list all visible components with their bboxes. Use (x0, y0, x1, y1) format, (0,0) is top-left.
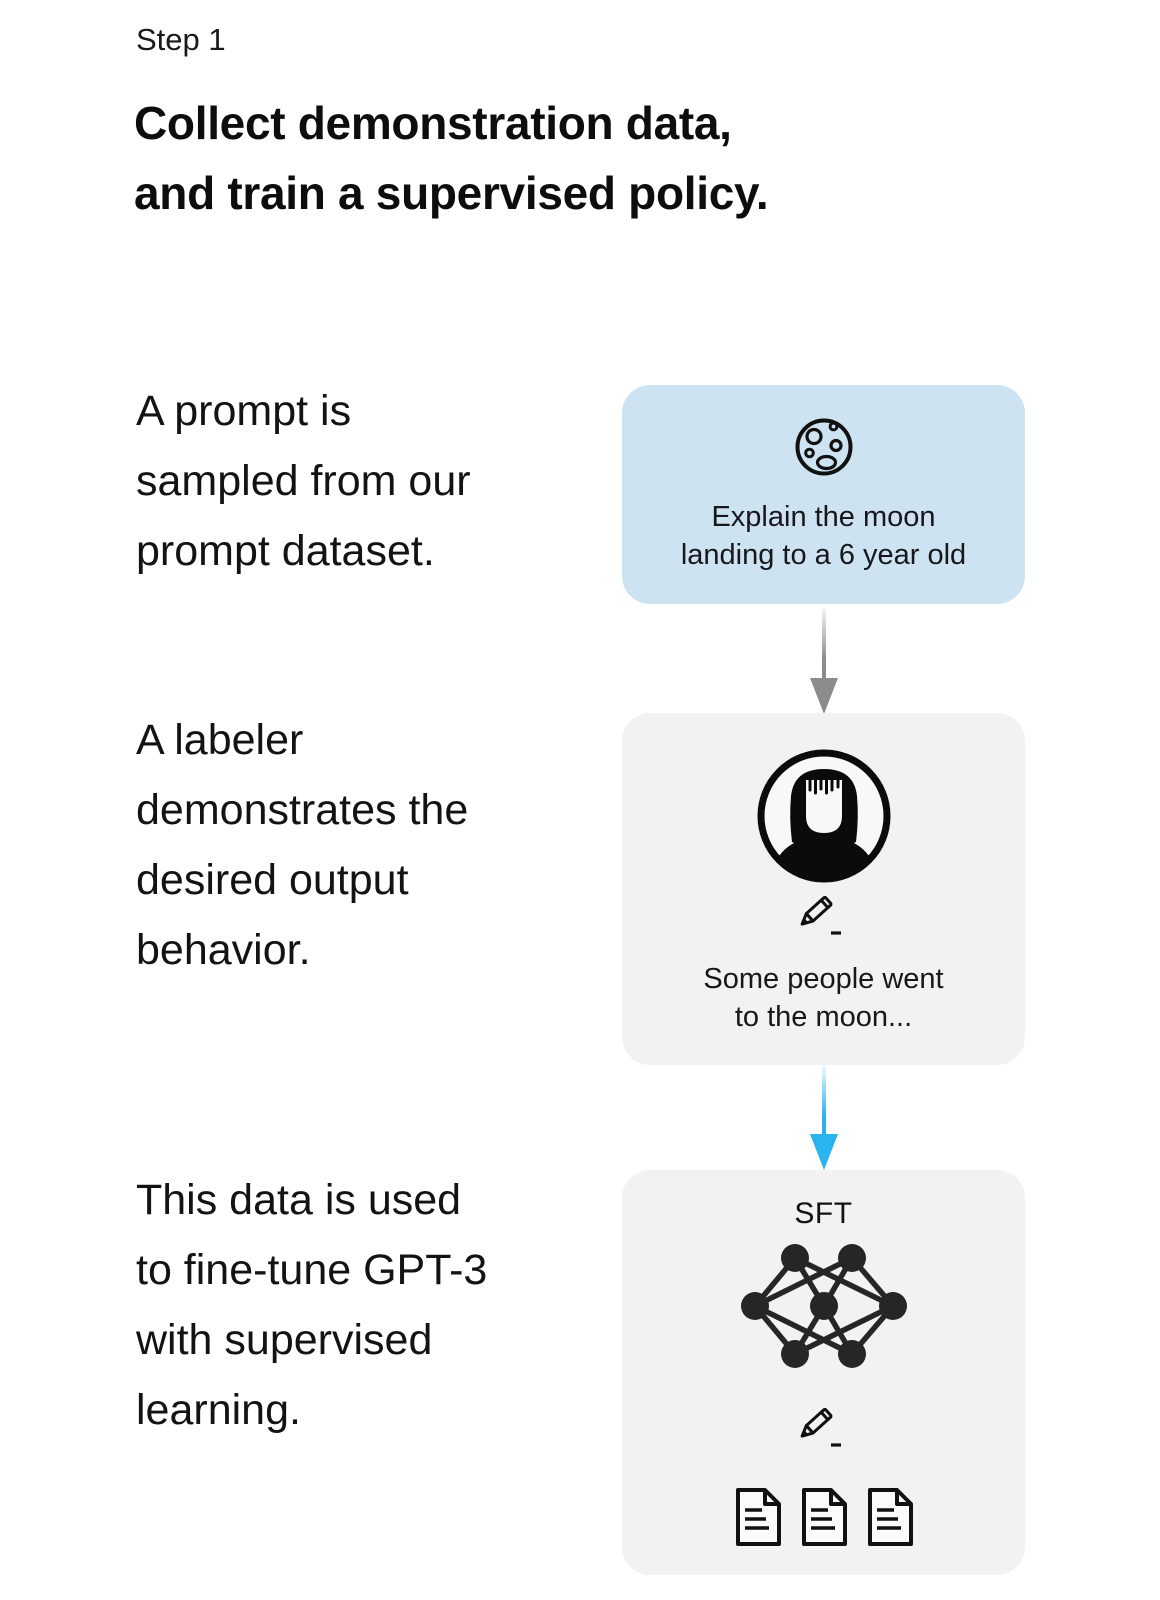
arrow-shaft (822, 1062, 826, 1134)
arrow-head (810, 1134, 838, 1170)
page-title-line: Collect demonstration data, (134, 97, 732, 149)
prompt-description (136, 376, 471, 586)
text-line: demonstrates the (136, 786, 469, 834)
document-icon (862, 1486, 918, 1553)
text-line: landing to a 6 year old (680, 539, 967, 571)
text-line: learning. (136, 1386, 301, 1434)
text-line: Explain the moon (711, 501, 936, 533)
text-line: This data is used (136, 1176, 462, 1224)
page-title-line: and train a supervised policy. (134, 167, 769, 219)
text-line: prompt dataset. (136, 527, 435, 575)
labeler-card-text (703, 960, 943, 1036)
arrow-shaft (822, 604, 826, 678)
pencil-icon (798, 896, 850, 940)
sft-label: SFT (794, 1197, 853, 1230)
text-line: Some people went (703, 963, 944, 995)
finetune-description (136, 1165, 487, 1445)
document-icon (730, 1486, 786, 1553)
document-icon (796, 1486, 852, 1553)
text-line: to fine-tune GPT-3 (136, 1246, 488, 1294)
text-line: A prompt is (136, 387, 352, 435)
labeler-to-sft-arrow (809, 1062, 839, 1170)
pencil-icon (798, 1408, 850, 1452)
page-title (134, 88, 768, 228)
labeler-card (622, 713, 1025, 1065)
labeler-avatar-icon (754, 746, 894, 886)
text-line: desired output (136, 856, 409, 904)
neural-network-icon (738, 1240, 910, 1372)
sft-card (622, 1170, 1025, 1575)
moon-icon (792, 415, 856, 479)
text-line: sampled from our (136, 457, 471, 505)
documents-row (730, 1486, 918, 1553)
text-line: with supervised (136, 1316, 433, 1364)
labeler-description (136, 705, 468, 985)
prompt-card-text (681, 498, 966, 574)
prompt-to-labeler-arrow (809, 604, 839, 714)
step-label: Step 1 (136, 22, 226, 57)
text-line: to the moon... (734, 1001, 913, 1033)
text-line: behavior. (136, 926, 311, 974)
arrow-head (810, 678, 838, 714)
text-line: A labeler (136, 716, 304, 764)
prompt-card (622, 385, 1025, 604)
